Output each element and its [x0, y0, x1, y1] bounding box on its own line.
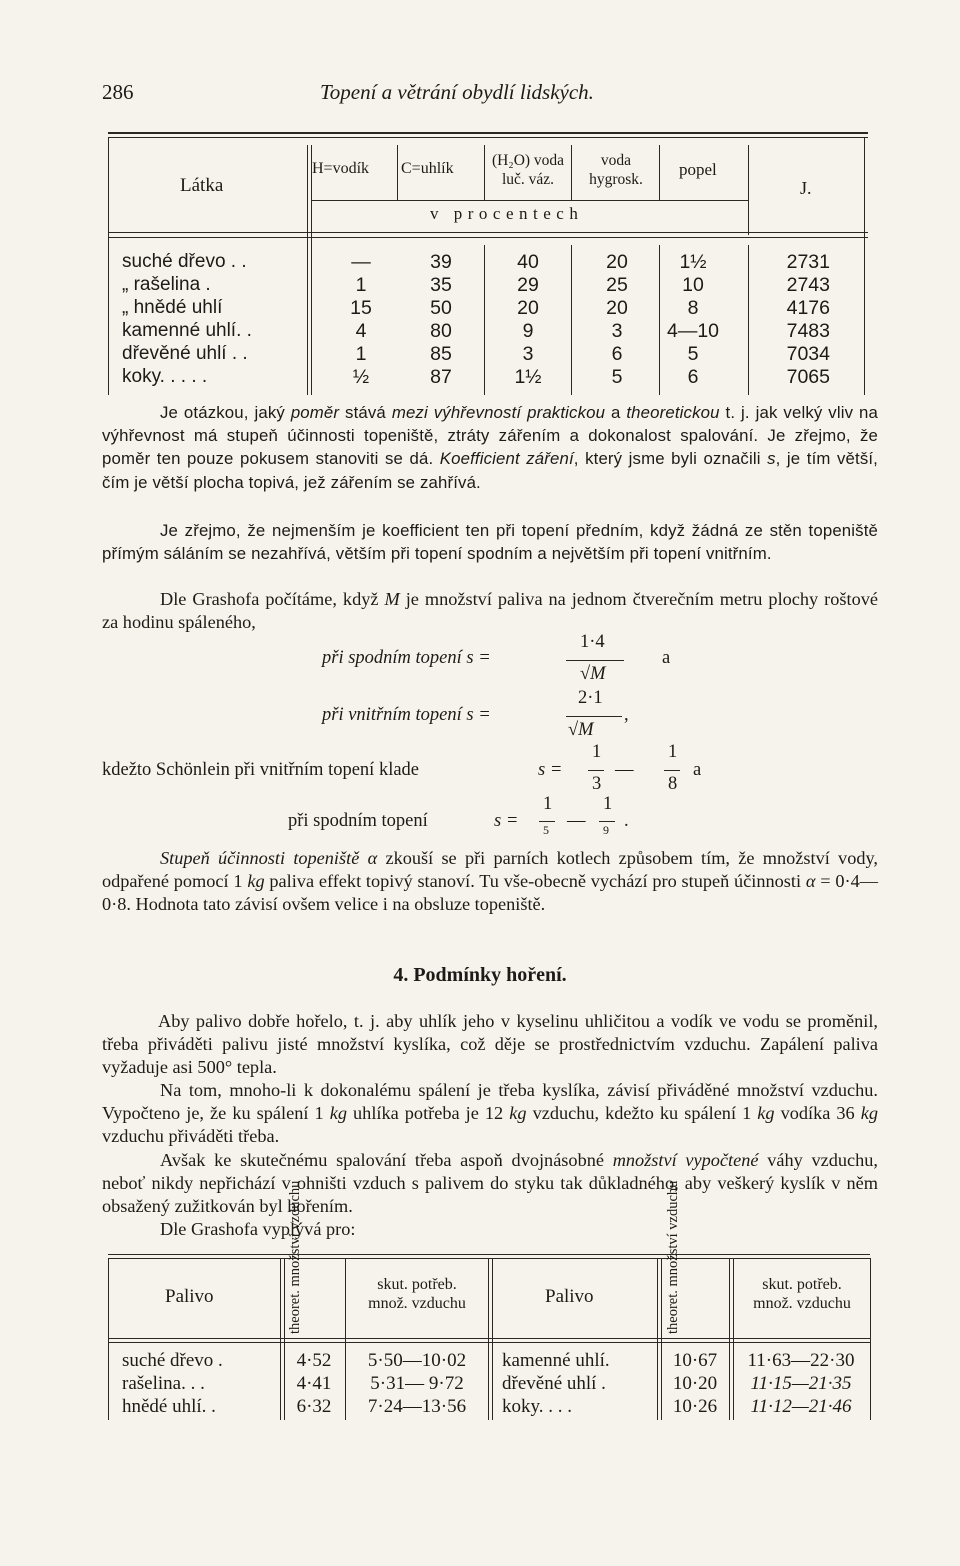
table-cell-popel: 1½ — [679, 251, 707, 273]
book-page: 286 Topení a větrání obydlí lidských. Látka H=vodík C=uhlík (H₂O) voda luč. váz. voda hygrosk. popel J. v procentech suché dřevo . . — 39 40 20 1½ 2731 „ rašelina . 1 35 29 25 10 2743 „ hnědé uhlí 15 50 20 20 8 4176 kamenné uhlí. . 4 80 9 3 4—10 7483 dřevěné uhlí . . 1 85 3 6 5 7034 koky. . . . . ½ 87 1½ 5 6 7065 Je otázkou, jaký poměr stává mezi výhřevností praktickou a theoretickou t. j. jak velký vliv na výhřevnost má stupeň účinnosti topeniště, ztráty zářením a dokonalost spalování. Je zřejmo, že poměr ten pouze pokusem stanoviti se dá. Koefficient záření, který jsme byli označili s, je tím větší, čím je větší plocha topivá, jež zářením se zahřívá. Je zřejmo, že nejmenším je koefficient ten při topení předním, když žádná ze stěn topeniště přímým sáláním se nezahřívá, větším při topení spodním a největším při topení vnitřním. Dle Grashofa počítáme, když M je množství paliva na jednom čtverečním metru plochy roštové za hodinu spáleného, při spodním topení s = 1·4 √M a při vnitřním topení s = 2·1 √M , kdežto Schönlein při vnitřním topení klade s = 1 3 — 1 8 a při spodním topení s = 1 5 — 1 9 . Stupeň účinnosti topeniště α zkouší se při parních kotlech způsobem tím, že množství vody, odpařené pomocí 1 kg paliva effekt topivý stanoví. Tu vše-obecně vychází pro stupeň účinnosti α = 0·4—0·8. Hodnota tato závisí ovšem velice i na obsluze topeniště. 4. Podmínky hoření. Aby palivo dobře hořelo, t. j. aby uhlík jeho v kyselinu uhličitou a vodík ve vodu se proměnil, třeba přiváděti palivu jisté množství kyslíka, což děje se prostřednictvím vzduchu. Zapálení paliva vyžaduje asi 500° tepla. Na tom, mnoho-li k dokonalému spálení je třeba kyslíka, závisí přiváděné množství vzduchu. Vypočteno je, že ku spálení 1 kg uhlíka potřeba je 12 kg vzduchu, kdežto ku spálení 1 kg vodíka 36 kg vzduchu přiváděti třeba. Avšak ke skutečnému spalování třeba aspoň dvojnásobné množství vypočtené váhy vzduchu, neboť nikdy nepřichází v ohništi vzduch s palivem do styku tak důkladného, aby veškerý kyslík v něm obsažený zužitkován byl hořením. Dle Grashofa vyplývá pro: Palivo theoret. množství vzduchu skut. potřeb. množ. vzduchu Palivo theoret. množství vzduchu skut. potřeb. množ. vzduchu suché dřevo . 4·52 5·50—10·02 rašelina. . . 4·41 5·31— 9·72 hnědé uhlí. . 6·32 7·24—13·56 kamenné uhlí. 10·67 11·63—22·30 dřevěné uhlí . 10·20 11·15—21·35 koky. . . . 10·26 11·12—21·46 — [0, 0, 960, 1566]
section-heading: 4. Podmínky hoření. — [393, 964, 567, 986]
table-cell-j: 7034 — [786, 343, 830, 365]
table2-cell-theor: 10·20 — [672, 1373, 718, 1394]
header-j: J. — [800, 178, 812, 198]
table-cell-popel: 6 — [687, 366, 699, 388]
table-cell-h2o: 20 — [517, 297, 539, 319]
header-theoret-left: theoret. množství vzduchu — [287, 1180, 303, 1334]
table-cell-h2o: 3 — [522, 343, 534, 365]
table2-cell-theor: 6·32 — [296, 1396, 332, 1417]
table-cell-voda: 25 — [606, 274, 628, 296]
table2-cell-skut: 5·31— 9·72 — [370, 1373, 464, 1394]
header-palivo-left: Palivo — [165, 1286, 214, 1307]
table-cell-h2o: 29 — [517, 274, 539, 296]
table-cell-latka: suché dřevo . . — [122, 251, 247, 272]
table-cell-h: ½ — [352, 366, 370, 388]
table-cell-voda: 20 — [606, 251, 628, 273]
table-cell-h: 1 — [355, 343, 367, 365]
table-cell-c: 80 — [430, 320, 452, 342]
table-cell-j: 7483 — [786, 320, 830, 342]
table-cell-c: 50 — [430, 297, 452, 319]
table-cell-h: 4 — [355, 320, 367, 342]
paragraph-pomer: Je otázkou, jaký poměr stává mezi výhřevností praktickou a theoretickou t. j. jak velký vliv na výhřevnost má stupeň účinnosti topeniště, ztráty zářením a dokonalost spalování. Je zřejmo, že poměr ten pouze pokusem stanoviti se dá. Koefficient záření, který jsme byli označili s, je tím větší, čím je větší plocha topivá, jež zářením se zahřívá. — [102, 403, 879, 492]
table-cell-j: 2731 — [786, 251, 830, 273]
table-cell-latka: „ hnědé uhlí — [122, 297, 223, 318]
header-palivo-right: Palivo — [545, 1286, 594, 1307]
header-popel: popel — [679, 160, 717, 179]
paragraph-kyslik: Na tom, mnoho-li k dokonalému spálení je třeba kyslíka, závisí přiváděné množství vzduchu. Vypočteno je, že ku spálení 1 kg uhlíka potřeba je 12 kg vzduchu, kdežto ku spálení 1 kg vodíka 36 kg vzduchu přiváděti třeba. — [102, 1080, 879, 1147]
table-cell-latka: „ rašelina . — [122, 274, 211, 295]
table2-cell-theor: 4·41 — [296, 1373, 332, 1394]
table-cell-h: — — [351, 251, 371, 273]
header-vodik: H=vodík — [312, 160, 370, 177]
table-cell-h2o: 1½ — [514, 366, 542, 388]
table2-cell-theor: 10·67 — [672, 1350, 718, 1371]
table-cell-voda: 5 — [611, 366, 623, 388]
table-cell-c: 87 — [430, 366, 452, 388]
table-cell-voda: 3 — [611, 320, 623, 342]
running-header — [102, 80, 862, 110]
paragraph-dvojnasobne: Avšak ke skutečnému spalování třeba aspoň dvojnásobné množství vypočtené váhy vzduchu, neboť nikdy nepřichází v ohništi vzduch s palivem do styku tak důkladného, aby veškerý kyslík v něm obsažený zužitkován byl hořením. — [102, 1150, 878, 1217]
table-cell-j: 7065 — [786, 366, 830, 388]
page-number: 286 — [102, 80, 134, 104]
header-latka: Látka — [180, 175, 224, 196]
table2-cell-skut: 11·63—22·30 — [747, 1350, 855, 1371]
table-cell-popel: 8 — [687, 297, 699, 319]
table-cell-voda: 20 — [606, 297, 628, 319]
table2-cell-palivo: suché dřevo . — [122, 1350, 223, 1371]
header-uhlik: C=uhlík — [401, 160, 454, 177]
header-theoret-right: theoret. množství vzduchu — [665, 1180, 681, 1334]
table2-cell-palivo: rašelina. . . — [122, 1373, 205, 1394]
table-cell-h2o: 40 — [517, 251, 539, 273]
table-cell-popel: 4—10 — [666, 320, 720, 342]
table2-cell-palivo: koky. . . . — [502, 1396, 573, 1417]
table-cell-latka: dřevěné uhlí . . — [122, 343, 248, 364]
table-cell-j: 4176 — [786, 297, 830, 319]
table-cell-c: 85 — [430, 343, 452, 365]
paragraph-grashof-pro: Dle Grashofa vyplývá pro: — [160, 1219, 356, 1239]
table-cell-voda: 6 — [611, 343, 623, 365]
table-cell-h2o: 9 — [522, 320, 534, 342]
table2-cell-skut: 11·12—21·46 — [750, 1396, 852, 1417]
table2-cell-skut: 7·24—13·56 — [367, 1396, 467, 1417]
table-cell-c: 39 — [430, 251, 452, 273]
table-cell-popel: 5 — [687, 343, 699, 365]
table-cell-latka: koky. . . . . — [122, 366, 208, 387]
header-voda-hygroskopicka: voda hygrosk. — [589, 152, 643, 188]
paragraph-grashof: Dle Grashofa počítáme, když M je množství paliva na jednom čtverečním metru plochy roštové za hodinu spáleného, — [102, 589, 878, 633]
header-skut-left: skut. potřeb. množ. vzduchu — [368, 1276, 466, 1312]
table-cell-latka: kamenné uhlí. . — [122, 320, 252, 341]
paragraph-horeni: Aby palivo dobře hořelo, t. j. aby uhlík jeho v kyselinu uhličitou a vodík ve vodu se proměnil, třeba přiváděti palivu jisté množství kyslíka, což děje se prostřednictvím vzduchu. Zapálení paliva vyžaduje asi 500° tepla. — [102, 1011, 878, 1078]
table2-cell-theor: 4·52 — [296, 1350, 332, 1371]
table2-cell-palivo: dřevěné uhlí . — [502, 1373, 606, 1394]
table2-cell-skut: 11·15—21·35 — [750, 1373, 852, 1394]
table2-cell-palivo: kamenné uhlí. — [502, 1350, 610, 1371]
paragraph-koefficient: Je zřejmo, že nejmenším je koefficient ten při topení předním, když žádná ze stěn topeniště přímým sáláním se nezahřívá, větším při topení spodním a největším při topení vnitřním. — [102, 521, 878, 564]
header-skut-right: skut. potřeb. množ. vzduchu — [753, 1276, 851, 1312]
table-cell-c: 35 — [430, 274, 452, 296]
header-v-procentech: v procentech — [430, 204, 584, 223]
header-voda-vazana: (H₂O) voda luč. váz. — [491, 152, 565, 188]
running-title: Topení a větrání obydlí lidských. — [320, 80, 594, 104]
table-cell-h: 15 — [350, 297, 372, 319]
table2-cell-skut: 5·50—10·02 — [367, 1350, 467, 1371]
paragraph-stupen-ucinnosti: Stupeň účinnosti topeniště α zkouší se při parních kotlech způsobem tím, že množství vody, odpařené pomocí 1 kg paliva effekt topivý stanoví. Tu vše-obecně vychází pro stupeň účinnosti α = 0·4—0·8. Hodnota tato závisí ovšem velice i na obsluze topeniště. — [102, 848, 879, 915]
table2-cell-palivo: hnědé uhlí. . — [122, 1396, 216, 1417]
table-cell-j: 2743 — [786, 274, 830, 296]
table-cell-popel: 10 — [682, 274, 704, 296]
table2-cell-theor: 10·26 — [672, 1396, 718, 1417]
table-cell-h: 1 — [355, 274, 367, 296]
